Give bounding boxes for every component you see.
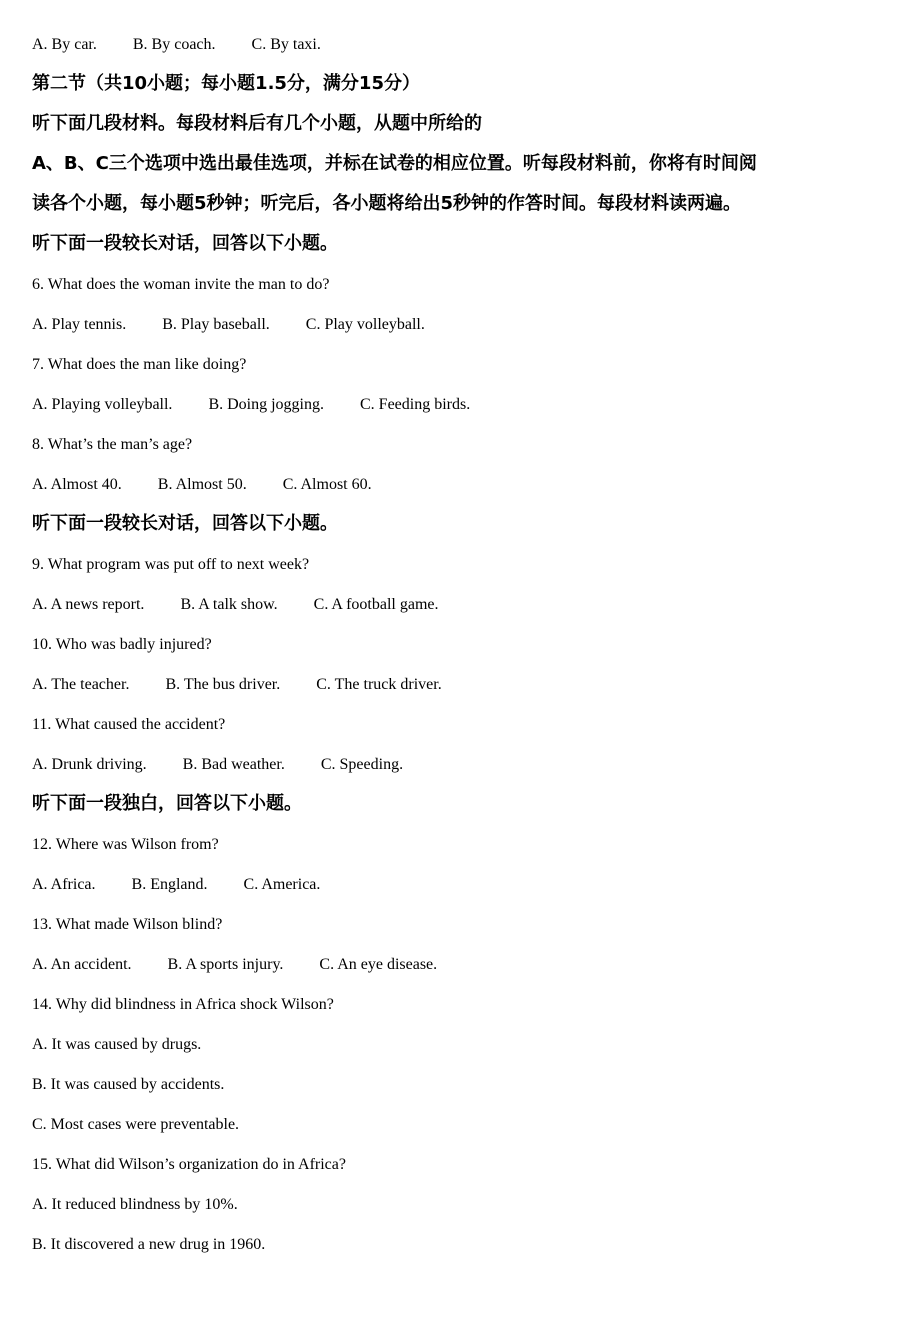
q14-option-a: A. It was caused by drugs. <box>32 1036 202 1053</box>
q13-options <box>32 955 437 975</box>
q14-stem: 14. Why did blindness in Africa shock Wilson? <box>32 996 334 1013</box>
q11-option-c: C. Speeding. <box>320 756 404 773</box>
q10-option-b: B. The bus driver. <box>165 676 281 693</box>
q9-stem: 9. What program was put off to next week? <box>32 556 310 573</box>
heading-dialogue-1: 听下面一段较长对话，回答以下小题。 <box>32 233 338 254</box>
q10-option-a: A. The teacher. <box>32 676 130 693</box>
q9-option-c: C. A football game. <box>313 596 439 613</box>
q6-option-b: B. Play baseball. <box>162 316 270 333</box>
q9-options <box>32 595 439 615</box>
q11-option-b: B. Bad weather. <box>182 756 285 773</box>
q14-option-c: C. Most cases were preventable. <box>32 1116 240 1133</box>
q5-option-a: A. By car. <box>32 36 97 53</box>
q8-option-c: C. Almost 60. <box>282 476 372 493</box>
section-instruction-1: 听下面几段材料。每段材料后有几个小题，从题中所给的 <box>32 113 482 134</box>
q14-option-b: B. It was caused by accidents. <box>32 1076 225 1093</box>
q8-stem: 8. What’s the man’s age? <box>32 436 193 453</box>
q13-option-b: B. A sports injury. <box>167 956 284 973</box>
q10-stem: 10. Who was badly injured? <box>32 636 212 653</box>
q7-option-c: C. Feeding birds. <box>360 396 471 413</box>
q8-option-b: B. Almost 50. <box>157 476 247 493</box>
q5-option-c: C. By taxi. <box>251 36 321 53</box>
q9-option-a: A. A news report. <box>32 596 145 613</box>
section-instruction-2: A、B、C三个选项中选出最佳选项，并标在试卷的相应位置。听每段材料前，你将有时间阅 <box>32 153 757 174</box>
q7-stem: 7. What does the man like doing? <box>32 356 247 373</box>
q10-option-c: C. The truck driver. <box>316 676 442 693</box>
q11-option-a: A. Drunk driving. <box>32 756 147 773</box>
q12-option-c: C. America. <box>243 876 321 893</box>
q7-option-a: A. Playing volleyball. <box>32 396 173 413</box>
section-instruction-3: 读各个小题，每小题5秒钟；听完后，各小题将给出5秒钟的作答时间。每段材料读两遍。 <box>32 193 742 214</box>
q5-option-b: B. By coach. <box>132 36 216 53</box>
q8-options <box>32 475 372 495</box>
q12-option-a: A. Africa. <box>32 876 96 893</box>
q13-option-a: A. An accident. <box>32 956 132 973</box>
q6-stem: 6. What does the woman invite the man to do? <box>32 276 330 293</box>
q7-option-b: B. Doing jogging. <box>208 396 324 413</box>
q15-option-b: B. It discovered a new drug in 1960. <box>32 1236 266 1253</box>
q11-stem: 11. What caused the accident? <box>32 716 226 733</box>
q15-stem: 15. What did Wilson’s organization do in Africa? <box>32 1156 346 1173</box>
heading-monologue: 听下面一段独白，回答以下小题。 <box>32 793 302 814</box>
q13-stem: 13. What made Wilson blind? <box>32 916 223 933</box>
q8-option-a: A. Almost 40. <box>32 476 122 493</box>
q12-options <box>32 875 320 895</box>
q12-option-b: B. England. <box>131 876 208 893</box>
q7-options <box>32 395 470 415</box>
q6-option-a: A. Play tennis. <box>32 316 127 333</box>
section-title: 第二节（共10小题；每小题1.5分，满分15分） <box>32 73 420 94</box>
q6-options <box>32 315 425 335</box>
q15-option-a: A. It reduced blindness by 10%. <box>32 1196 238 1213</box>
q5-options <box>32 35 321 55</box>
q13-option-c: C. An eye disease. <box>319 956 438 973</box>
q9-option-b: B. A talk show. <box>180 596 278 613</box>
heading-dialogue-2: 听下面一段较长对话，回答以下小题。 <box>32 513 338 534</box>
q6-option-c: C. Play volleyball. <box>305 316 425 333</box>
q11-options <box>32 755 403 775</box>
q12-stem: 12. Where was Wilson from? <box>32 836 219 853</box>
q10-options <box>32 675 442 695</box>
